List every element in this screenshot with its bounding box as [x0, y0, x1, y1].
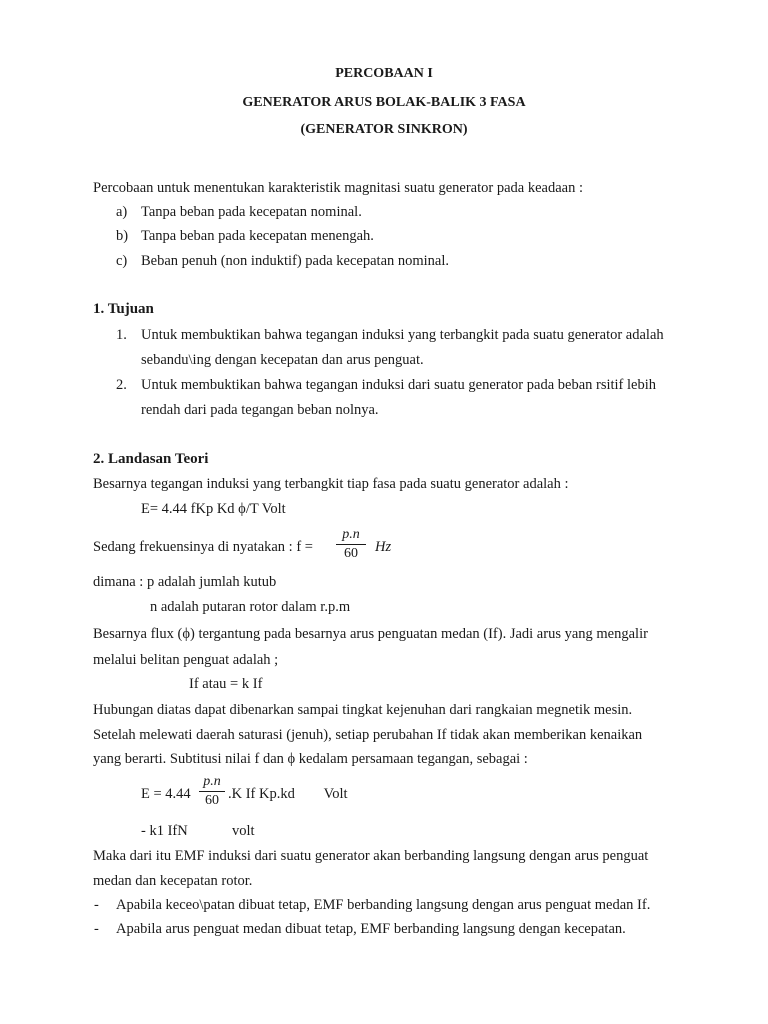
- equation-substitution-prefix: E = 4.44: [141, 786, 191, 802]
- intro-item-b-marker: b): [116, 228, 129, 244]
- intro-item-b: Tanpa beban pada kecepatan menengah.: [141, 228, 374, 244]
- tujuan-item-2-marker: 2.: [116, 377, 127, 393]
- intro-item-c: Beban penuh (non induktif) pada kecepatan nominal.: [141, 253, 450, 269]
- frequency-fraction: [336, 527, 366, 563]
- equation-k1-left: - k1 IfN: [141, 823, 188, 839]
- saturation-paragraph-line-3: yang berarti. Subtitusi nilai f dan ϕ kedalam persamaan tegangan, sebagai :: [93, 751, 528, 767]
- tujuan-item-2-line1: Untuk membuktikan bahwa tegangan induksi dari suatu generator pada beban rsitif lebih: [141, 377, 657, 393]
- bullet-2-marker: -: [94, 921, 99, 937]
- substitution-denominator: 60: [205, 793, 219, 808]
- bullet-1-marker: -: [94, 897, 99, 913]
- flux-paragraph-line-2: melalui belitan penguat adalah ;: [93, 652, 279, 668]
- saturation-paragraph-line-2: Setelah melewati daerah saturasi (jenuh), setiap perubahan If tidak akan memberikan kenaikan: [93, 727, 643, 743]
- emf-paragraph-line-1: Maka dari itu EMF induksi dari suatu generator akan berbanding langsung dengan arus penguat: [93, 848, 649, 864]
- substitution-numerator: p.n: [199, 774, 225, 792]
- saturation-paragraph-line-1: Hubungan diatas dapat dibenarkan sampai tingkat kejenuhan dari rangkaian megnetik mesin.: [93, 702, 633, 718]
- equation-substitution-suffix: .K If Kp.kd Volt: [228, 786, 348, 802]
- intro-item-a: Tanpa beban pada kecepatan nominal.: [141, 204, 362, 220]
- dimana-line-1: dimana : p adalah jumlah kutub: [93, 574, 277, 590]
- doc-title-3: (GENERATOR SINKRON): [300, 122, 468, 137]
- flux-paragraph-line-1: Besarnya flux (ϕ) tergantung pada besarnya arus penguatan medan (If). Jadi arus yang mengalir: [93, 626, 648, 642]
- substitution-fraction: [199, 774, 225, 810]
- doc-title-1: PERCOBAAN I: [335, 66, 433, 81]
- bullet-1-text: Apabila keceo\patan dibuat tetap, EMF berbanding langsung dengan arus penguat medan If.: [116, 897, 651, 913]
- tujuan-heading: 1. Tujuan: [93, 301, 154, 317]
- equation-k1-unit: volt: [232, 823, 255, 839]
- tujuan-item-2-line2: rendah dari pada tegangan beban nolnya.: [141, 402, 379, 418]
- frequency-unit: Hz: [375, 539, 392, 555]
- emf-paragraph-line-2: medan dan kecepatan rotor.: [93, 873, 253, 889]
- intro-item-c-marker: c): [116, 253, 128, 269]
- frequency-denominator: 60: [344, 546, 358, 561]
- landasan-heading: 2. Landasan Teori: [93, 451, 209, 467]
- dimana-line-2: n adalah putaran rotor dalam r.p.m: [150, 599, 351, 615]
- doc-title-2: GENERATOR ARUS BOLAK-BALIK 3 FASA: [242, 95, 526, 110]
- tujuan-item-1-line1: Untuk membuktikan bahwa tegangan induksi yang terbangkit pada suatu generator adalah: [141, 327, 664, 343]
- frequency-text: Sedang frekuensinya di nyatakan : f =: [93, 539, 313, 555]
- intro-text: Percobaan untuk menentukan karakteristik magnitasi suatu generator pada keadaan :: [93, 180, 583, 196]
- landasan-paragraph-1: Besarnya tegangan induksi yang terbangkit tiap fasa pada suatu generator adalah :: [93, 476, 569, 492]
- tujuan-item-1-marker: 1.: [116, 327, 127, 343]
- frequency-numerator: p.n: [336, 527, 366, 545]
- bullet-2-text: Apabila arus penguat medan dibuat tetap, EMF berbanding langsung dengan kecepatan.: [116, 921, 626, 937]
- intro-item-a-marker: a): [116, 204, 128, 220]
- equation-emf: E= 4.44 fKp Kd ϕ/T Volt: [141, 501, 286, 517]
- equation-if: If atau = k If: [189, 676, 263, 692]
- tujuan-item-1-line2: sebandu\ing dengan kecepatan dan arus penguat.: [141, 352, 424, 368]
